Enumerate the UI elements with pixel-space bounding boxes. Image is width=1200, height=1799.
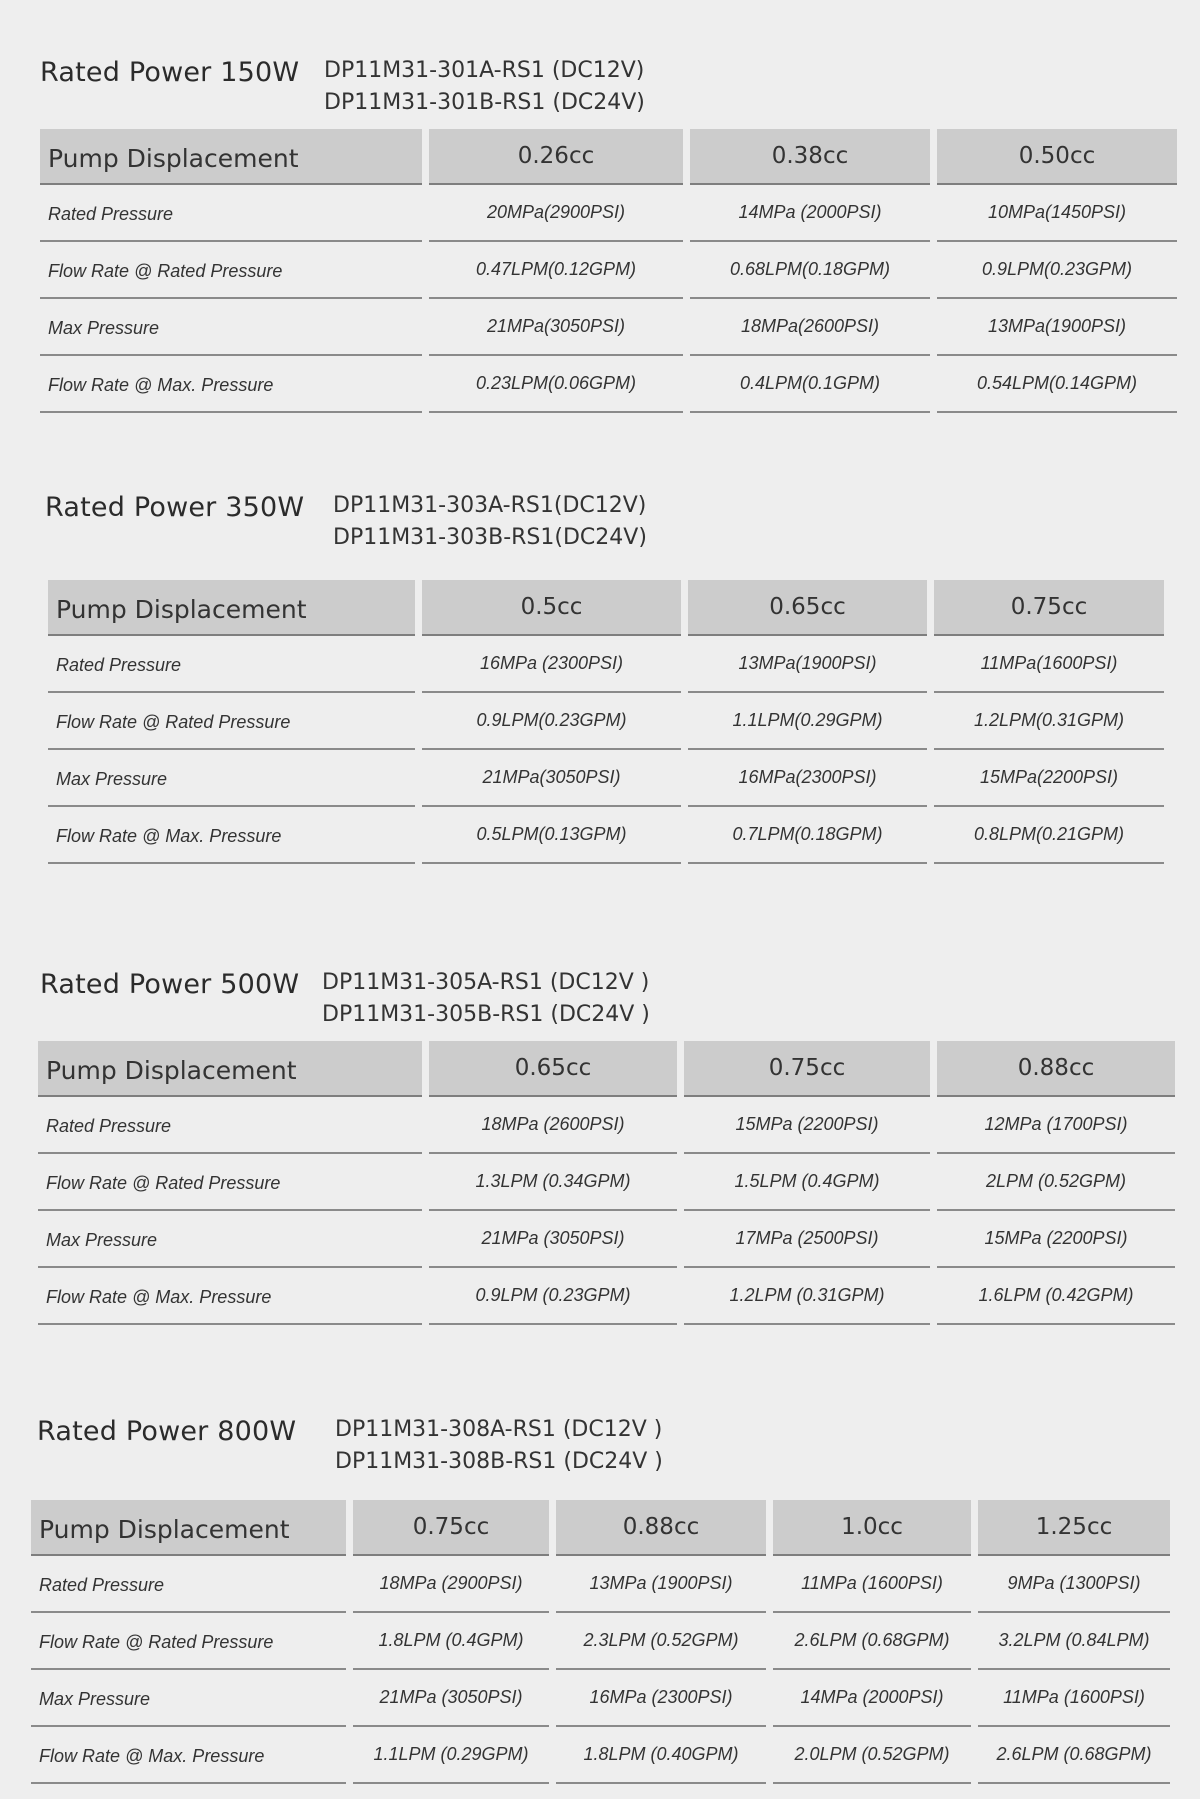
section-header [40,57,1184,137]
column-header: 0.26cc [429,129,683,185]
table-cell: 2.6LPM (0.68GPM) [978,1727,1170,1784]
rated-power-title: Rated Power 500W [40,969,300,1000]
table-row [38,1268,1175,1325]
table-cell: 14MPa (2000PSI) [773,1670,971,1727]
row-label: Rated Pressure [31,1556,346,1613]
table-row [31,1670,1170,1727]
table-cell: 2LPM (0.52GPM) [937,1154,1175,1211]
section-header [40,492,1171,572]
row-label: Rated Pressure [40,185,422,242]
table-cell: 0.23LPM(0.06GPM) [429,356,683,413]
table-row [48,807,1164,864]
section-header [40,969,1182,1049]
spec-table [24,1500,1177,1784]
row-label: Max Pressure [31,1670,346,1727]
model-name: DP11M31-308A-RS1 (DC12V ) [335,1417,663,1442]
table-cell: 0.9LPM(0.23GPM) [422,693,681,750]
table-cell: 15MPa(2200PSI) [934,750,1164,807]
table-header-row [40,129,1177,185]
column-header: 0.38cc [690,129,930,185]
table-cell: 20MPa(2900PSI) [429,185,683,242]
table-cell: 0.9LPM (0.23GPM) [429,1268,677,1325]
row-label: Max Pressure [38,1211,422,1268]
table-cell: 13MPa(1900PSI) [937,299,1177,356]
table-row [31,1556,1170,1613]
spec-section-150w [40,57,1184,413]
row-label: Rated Pressure [38,1097,422,1154]
row-label: Flow Rate @ Max. Pressure [48,807,415,864]
spec-section-500w [40,969,1182,1325]
spec-table [31,1041,1182,1325]
table-row [48,693,1164,750]
column-header: 0.75cc [353,1500,549,1556]
column-header: Pump Displacement [31,1500,346,1556]
table-cell: 1.1LPM(0.29GPM) [688,693,927,750]
section-header [37,1416,1177,1496]
table-cell: 17MPa (2500PSI) [684,1211,930,1268]
table-row [38,1097,1175,1154]
table-cell: 0.8LPM(0.21GPM) [934,807,1164,864]
row-label: Flow Rate @ Max. Pressure [38,1268,422,1325]
table-row [31,1613,1170,1670]
table-cell: 18MPa (2600PSI) [429,1097,677,1154]
column-header: 1.25cc [978,1500,1170,1556]
table-cell: 0.5LPM(0.13GPM) [422,807,681,864]
row-label: Rated Pressure [48,636,415,693]
model-name: DP11M31-305B-RS1 (DC24V ) [322,1002,650,1027]
table-cell: 11MPa (1600PSI) [978,1670,1170,1727]
spec-table [41,580,1171,864]
row-label: Max Pressure [48,750,415,807]
row-label: Flow Rate @ Rated Pressure [40,242,422,299]
model-name: DP11M31-301A-RS1 (DC12V) [324,58,645,83]
table-cell: 11MPa (1600PSI) [773,1556,971,1613]
table-cell: 12MPa (1700PSI) [937,1097,1175,1154]
row-label: Flow Rate @ Max. Pressure [31,1727,346,1784]
table-cell: 0.54LPM(0.14GPM) [937,356,1177,413]
model-name: DP11M31-308B-RS1 (DC24V ) [335,1449,663,1474]
column-header: Pump Displacement [40,129,422,185]
table-cell: 18MPa(2600PSI) [690,299,930,356]
rated-power-title: Rated Power 150W [40,57,300,88]
column-header: 0.5cc [422,580,681,636]
table-row [48,636,1164,693]
table-cell: 0.9LPM(0.23GPM) [937,242,1177,299]
table-cell: 21MPa (3050PSI) [429,1211,677,1268]
table-cell: 16MPa (2300PSI) [422,636,681,693]
column-header: 0.88cc [937,1041,1175,1097]
table-cell: 1.8LPM (0.40GPM) [556,1727,766,1784]
table-cell: 1.6LPM (0.42GPM) [937,1268,1175,1325]
table-cell: 1.3LPM (0.34GPM) [429,1154,677,1211]
table-cell: 21MPa(3050PSI) [422,750,681,807]
model-list [322,967,650,1031]
table-cell: 15MPa (2200PSI) [937,1211,1175,1268]
table-row [48,750,1164,807]
table-cell: 2.3LPM (0.52GPM) [556,1613,766,1670]
table-cell: 21MPa(3050PSI) [429,299,683,356]
table-cell: 13MPa(1900PSI) [688,636,927,693]
model-name: DP11M31-305A-RS1 (DC12V ) [322,970,650,995]
spec-section-350w [40,492,1171,864]
model-name: DP11M31-303B-RS1(DC24V) [333,525,647,550]
model-name: DP11M31-303A-RS1(DC12V) [333,493,647,518]
row-label: Flow Rate @ Rated Pressure [31,1613,346,1670]
column-header: 0.65cc [429,1041,677,1097]
table-header-row [31,1500,1170,1556]
table-row [40,356,1177,413]
spec-section-800w [37,1416,1177,1784]
rated-power-title: Rated Power 350W [45,492,305,523]
table-cell: 0.68LPM(0.18GPM) [690,242,930,299]
column-header: 0.75cc [684,1041,930,1097]
model-name: DP11M31-301B-RS1 (DC24V) [324,90,645,115]
row-label: Max Pressure [40,299,422,356]
table-cell: 1.1LPM (0.29GPM) [353,1727,549,1784]
table-cell: 1.8LPM (0.4GPM) [353,1613,549,1670]
table-cell: 13MPa (1900PSI) [556,1556,766,1613]
table-cell: 10MPa(1450PSI) [937,185,1177,242]
table-cell: 1.5LPM (0.4GPM) [684,1154,930,1211]
table-cell: 3.2LPM (0.84LPM) [978,1613,1170,1670]
table-cell: 9MPa (1300PSI) [978,1556,1170,1613]
table-row [31,1727,1170,1784]
row-label: Flow Rate @ Rated Pressure [38,1154,422,1211]
column-header: 0.50cc [937,129,1177,185]
table-row [40,185,1177,242]
table-cell: 21MPa (3050PSI) [353,1670,549,1727]
column-header: 0.75cc [934,580,1164,636]
row-label: Flow Rate @ Rated Pressure [48,693,415,750]
table-cell: 2.6LPM (0.68GPM) [773,1613,971,1670]
model-list [333,490,647,554]
table-cell: 0.7LPM(0.18GPM) [688,807,927,864]
table-row [38,1154,1175,1211]
table-cell: 15MPa (2200PSI) [684,1097,930,1154]
column-header: 0.65cc [688,580,927,636]
table-cell: 1.2LPM (0.31GPM) [684,1268,930,1325]
column-header: Pump Displacement [48,580,415,636]
table-row [40,242,1177,299]
table-cell: 0.47LPM(0.12GPM) [429,242,683,299]
table-row [38,1211,1175,1268]
column-header: 1.0cc [773,1500,971,1556]
column-header: 0.88cc [556,1500,766,1556]
table-cell: 2.0LPM (0.52GPM) [773,1727,971,1784]
table-cell: 16MPa(2300PSI) [688,750,927,807]
table-cell: 18MPa (2900PSI) [353,1556,549,1613]
table-cell: 0.4LPM(0.1GPM) [690,356,930,413]
model-list [324,55,645,119]
spec-table [33,129,1184,413]
table-row [40,299,1177,356]
table-cell: 14MPa (2000PSI) [690,185,930,242]
table-header-row [48,580,1164,636]
row-label: Flow Rate @ Max. Pressure [40,356,422,413]
table-cell: 11MPa(1600PSI) [934,636,1164,693]
model-list [335,1414,663,1478]
table-header-row [38,1041,1175,1097]
rated-power-title: Rated Power 800W [37,1416,297,1447]
table-cell: 1.2LPM(0.31GPM) [934,693,1164,750]
table-cell: 16MPa (2300PSI) [556,1670,766,1727]
column-header: Pump Displacement [38,1041,422,1097]
